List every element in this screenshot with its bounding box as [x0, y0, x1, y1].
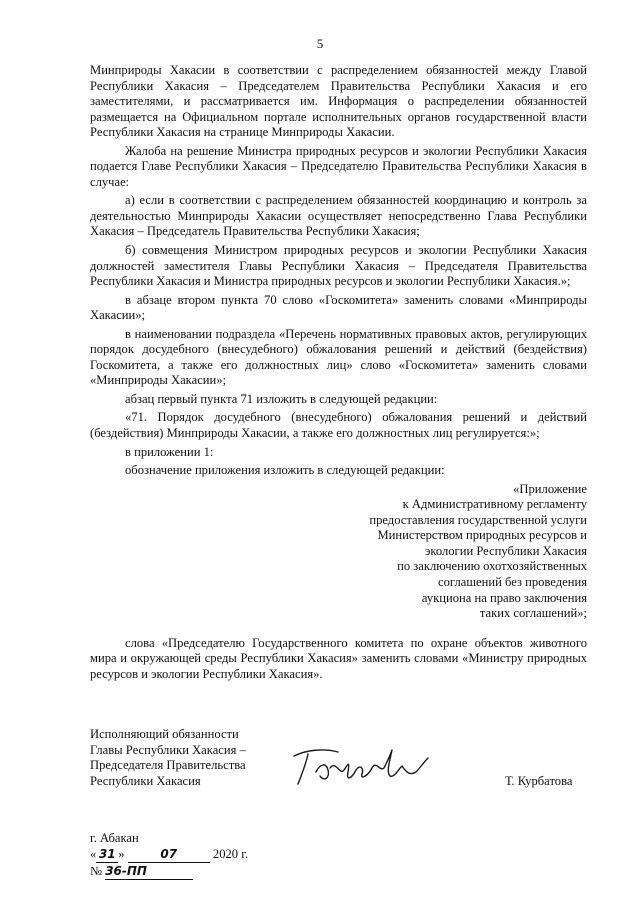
date-open-quote: «	[90, 847, 97, 861]
signatory-title	[90, 727, 246, 789]
signatory-title-line: Главы Республики Хакасия –	[90, 742, 246, 757]
paragraph: Жалоба на решение Министра природных ресурсов и экологии Республики Хакасия подается Главе Республики Хакасия – Председателю Правительства Республики Хакасия в случае:	[90, 143, 587, 189]
signatory-title-line: Председателя Правительства	[90, 758, 246, 772]
date-close-quote: »	[118, 847, 125, 861]
appendix-heading	[90, 482, 587, 622]
paragraph: в наименовании подраздела «Перечень нормативных правовых актов, регулирующих порядок досудебного (внесудебного) обжалования решений и действий (бездействия) Госкомитета, а также его должностных лиц» слово «Госкомитета» заменить словами «Минприроды Хакасии»;	[90, 326, 587, 388]
paragraph: а) если в соответствии с распределением обязанностей координацию и контроль за деятельностью Минприроды Хакасии осуществляет непосредственно Глава Республики Хакасия – Председатель Правительства Республики Хакасия;	[90, 193, 587, 239]
appendix-line: соглашений без проведения	[438, 574, 587, 589]
signatory-name: Т. Курбатова	[505, 774, 573, 788]
handwritten-signature	[286, 742, 436, 790]
number-prefix: №	[90, 864, 103, 878]
paragraph: обозначение приложения изложить в следующей редакции:	[125, 463, 445, 478]
paragraph: «71. Порядок досудебного (внесудебного) обжалования решений и действий (бездействия) Минприроды Хакасии, а также его должностных лиц регулируется:»;	[90, 410, 587, 441]
appendix-line: Министерством природных ресурсов и	[377, 528, 587, 543]
document-body	[90, 63, 587, 685]
paragraph: абзац первый пункта 71 изложить в следующей редакции:	[125, 391, 438, 406]
appendix-line: к Административному регламенту	[402, 497, 587, 512]
paragraph: слова «Председателю Государственного комитета по охране объектов животного мира и окружающей среды Республики Хакасия» заменить словами «Министру природных ресурсов и экологии Республики Хакасия».	[90, 635, 587, 681]
appendix-line: по заключению охотхозяйственных	[397, 559, 587, 574]
place-and-date	[90, 830, 248, 880]
paragraph: Минприроды Хакасии в соответствии с распределением обязанностей между Главой Республики Хакасия – Председателем Правительства Республики Хакасия и его заместителями, и рассматривается им. Информация о распределении обязанностей размещается на Официальном портале исполнительных органов государственной власти Республики Хакасия на странице Минприроды Хакасии.	[90, 63, 587, 140]
paragraph: в абзаце втором пункта 70 слово «Госкомитета» заменить словами «Минприроды Хакасии»;	[90, 292, 587, 323]
document-number-line	[90, 863, 248, 880]
paragraph: б) совмещения Министром природных ресурсов и экологии Республики Хакасия должностей заместителя Главы Республики Хакасия – Председателя Правительства Республики Хакасия и Министра природных ресурсов и экологии Республики Хакасия.»;	[90, 243, 587, 289]
date-day: 31	[96, 846, 118, 863]
date-year: 2020 г.	[212, 847, 249, 861]
date-month: 07	[128, 846, 210, 863]
city: г. Абакан	[90, 831, 139, 845]
paragraph: в приложении 1:	[125, 444, 214, 459]
appendix-line: предоставления государственной услуги	[369, 512, 587, 527]
signatory-title-line: Республики Хакасия	[90, 773, 201, 788]
page-number: 5	[316, 36, 324, 51]
document-number: 36-ПП	[105, 863, 193, 880]
appendix-line: экологии Республики Хакасия	[424, 543, 587, 558]
appendix-line: «Приложение	[513, 481, 587, 496]
signatory-title-line: Исполняющий обязанности	[90, 727, 239, 741]
appendix-line: аукциона на право заключения	[421, 590, 587, 605]
appendix-line: таких соглашений»;	[479, 606, 587, 621]
date-line	[90, 846, 248, 863]
